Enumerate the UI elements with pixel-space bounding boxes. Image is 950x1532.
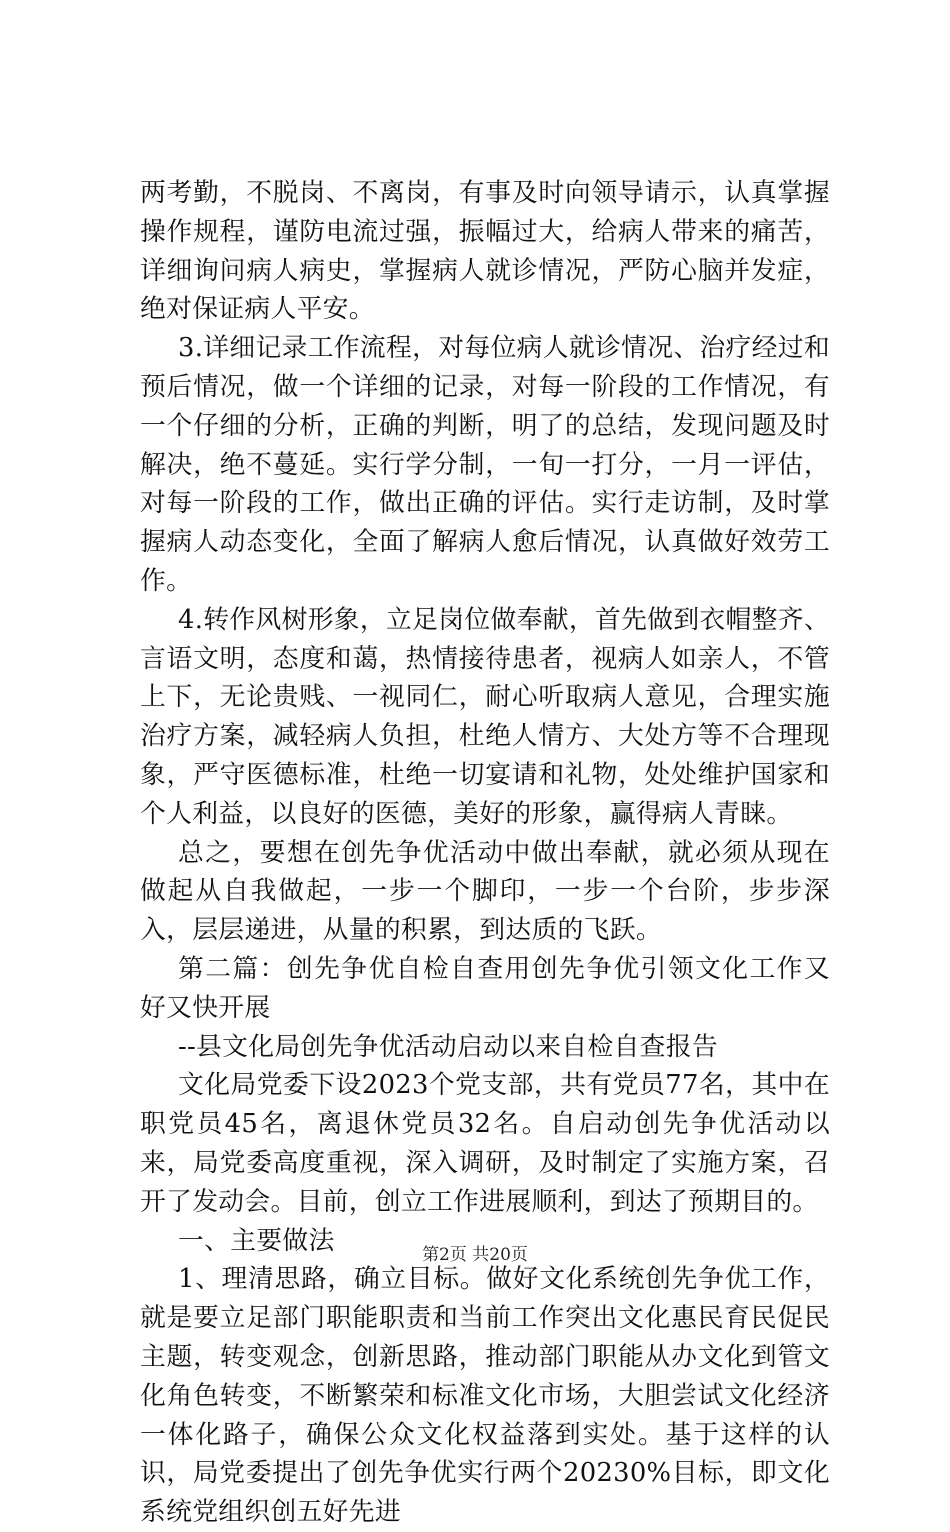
paragraph-item-3: 3.详细记录工作流程，对每位病人就诊情况、治疗经过和预后情况，做一个详细的记录，对每一阶段的工作情况，有一个仔细的分析，正确的判断，明了的总结，发现问题及时解决，绝不蔓延。实行学分制，一旬一打分，一月一评估，对每一阶段的工作，做出正确的评估。实行走访制，及时掌握病人动态变化，全面了解病人愈后情况，认真做好效劳工作。	[140, 333, 830, 596]
document-body	[140, 174, 830, 1532]
paragraph-overview: 文化局党委下设2023个党支部，共有党员77名，其中在职党员45名，离退休党员32名。自启动创先争优活动以来，局党委高度重视，深入调研，及时制定了实施方案，召开了发动会。目前，创立工作进展顺利，到达了预期目的。	[140, 1070, 830, 1217]
paragraph-summary: 总之，要想在创先争优活动中做出奉献，就必须从现在做起从自我做起，一步一个脚印，一步一个台阶，步步深入，层层递进，从量的积累，到达质的飞跃。	[140, 837, 830, 946]
paragraph-item-4: 4.转作风树形象，立足岗位做奉献，首先做到衣帽整齐、言语文明，态度和蔼，热情接待患者，视病人如亲人，不管上下，无论贵贱、一视同仁，耐心听取病人意见，合理实施治疗方案，减轻病人负担，杜绝人情方、大处方等不合理现象，严守医德标准，杜绝一切宴请和礼物，处处维护国家和个人利益，以良好的医德，美好的形象，赢得病人青睐。	[140, 604, 830, 829]
page-number-footer: 第2页 共20页	[422, 1245, 528, 1265]
section-heading-part-two: 第二篇：创先争优自检自查用创先争优引领文化工作又好又快开展	[140, 953, 830, 1023]
paragraph-continuation: 两考勤，不脱岗、不离岗，有事及时向领导请示，认真掌握操作规程，谨防电流过强，振幅过大，给病人带来的痛苦，详细询问病人病史，掌握病人就诊情况，严防心脑并发症，绝对保证病人平安。	[140, 178, 830, 325]
subheading-main-practices: 一、主要做法	[178, 1225, 335, 1256]
paragraph-practice-1: 1、理清思路，确立目标。做好文化系统创先争优工作，就是要立足部门职能职责和当前工作突出文化惠民育民促民主题，转变观念，创新思路，推动部门职能从办文化到管文化角色转变，不断繁荣和标准文化市场，大胆尝试文化经济一体化路子，确保公众文化权益落到实处。基于这样的认识，局党委提出了创先争优实行两个20230%目标，即文化系统党组织创五好先进	[140, 1264, 830, 1528]
section-subtitle: --县文化局创先争优活动启动以来自检自查报告	[178, 1031, 718, 1062]
